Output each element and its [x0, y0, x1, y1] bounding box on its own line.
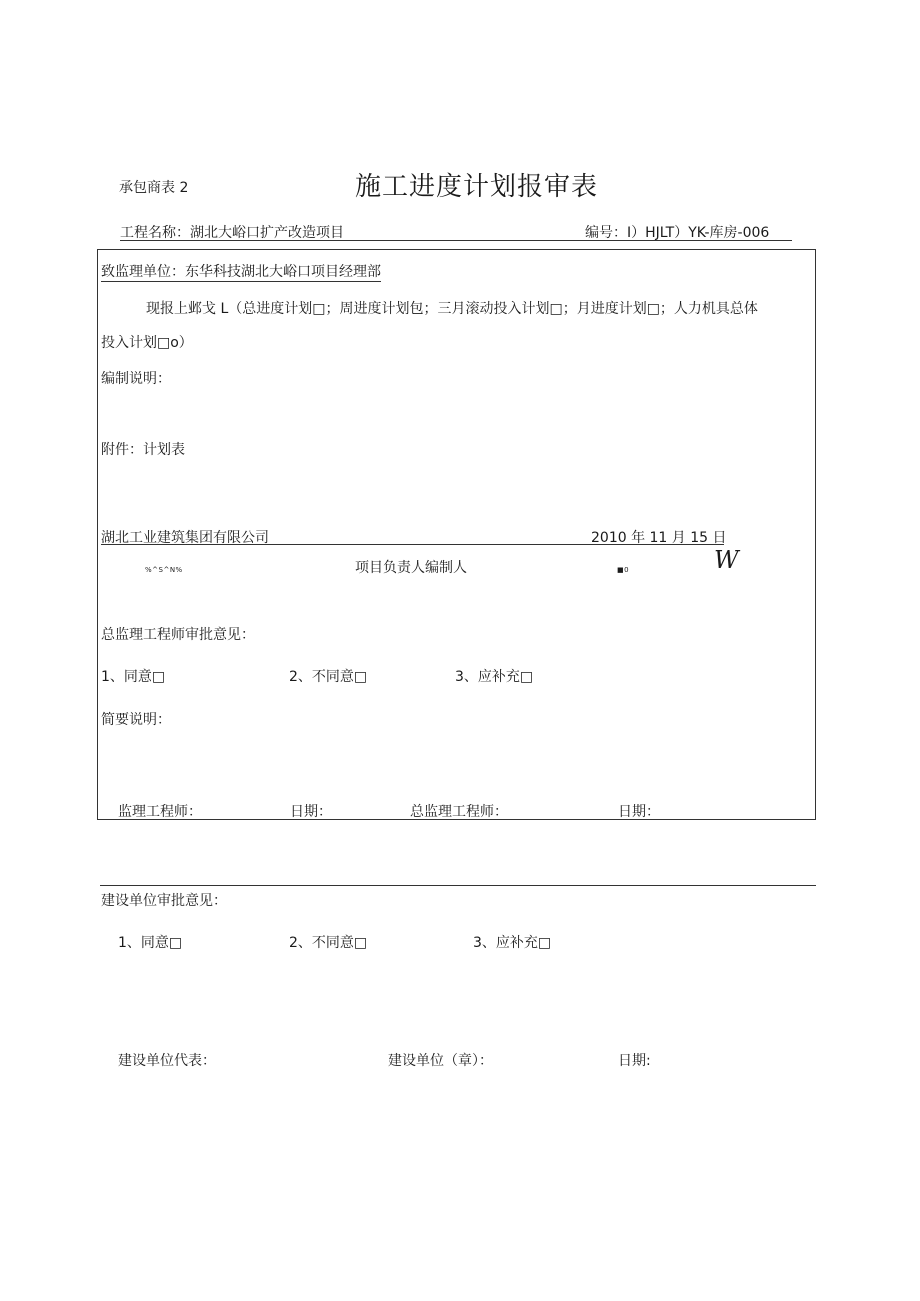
- signature-initial: W: [714, 546, 739, 574]
- owner-review-heading: 建设单位审批意见：: [101, 893, 227, 909]
- report-line-2: 投入计划□o）: [101, 335, 193, 351]
- header-underline: [120, 240, 792, 241]
- project-name: 工程名称：湖北大峪口扩产改造项目: [120, 225, 344, 241]
- serial-number: 编号：I）HJLT）YK-库房-006: [585, 225, 770, 241]
- owner-option-supplement[interactable]: 3、应补充□: [473, 935, 552, 951]
- description-label: 编制说明：: [101, 371, 171, 387]
- report-line-1: 现报上邺戈 L（总进度计划□；周进度计划包；三月滚动投入计划□；月进度计划□；人力机具总体: [146, 301, 758, 317]
- supervisor-review-heading: 总监理工程师审批意见：: [101, 627, 255, 643]
- form-code: 承包商表 2: [119, 180, 189, 196]
- supervisor-option-agree[interactable]: 1、同意□: [101, 669, 166, 685]
- supervision-engineer-label: 监理工程师：: [118, 804, 202, 820]
- attachment-label: 附件：计划表: [101, 442, 185, 458]
- supervisor-option-supplement[interactable]: 3、应补充□: [455, 669, 534, 685]
- engineer-date-label: 日期：: [290, 804, 332, 820]
- brief-description-label: 简要说明：: [101, 712, 171, 728]
- chief-date-label: 日期：: [618, 804, 660, 820]
- owner-section-divider: [100, 885, 816, 886]
- chief-engineer-label: 总监理工程师：: [410, 804, 508, 820]
- stamp-mark-mid: ■0: [617, 566, 630, 574]
- to-supervision-unit: [101, 261, 381, 281]
- submission-date: 2010 年 11 月 15 日: [591, 530, 727, 546]
- owner-seal-label: 建设单位（章）：: [388, 1053, 493, 1069]
- owner-date-label: 日期:: [618, 1053, 651, 1069]
- responsible-person-label: 项目负责人编制人: [355, 560, 467, 576]
- owner-representative-label: 建设单位代表：: [118, 1053, 216, 1069]
- to-unit-text: 致监理单位：东华科技湖北大峪口项目经理部: [101, 264, 381, 280]
- page-title: 施工进度计划报审表: [355, 172, 599, 202]
- owner-option-agree[interactable]: 1、同意□: [118, 935, 183, 951]
- stamp-mark-left: %^S^N%: [145, 566, 183, 574]
- contractor-name: 湖北工业建筑集团有限公司: [101, 530, 269, 546]
- supervisor-option-disagree[interactable]: 2、不同意□: [289, 669, 368, 685]
- owner-option-disagree[interactable]: 2、不同意□: [289, 935, 368, 951]
